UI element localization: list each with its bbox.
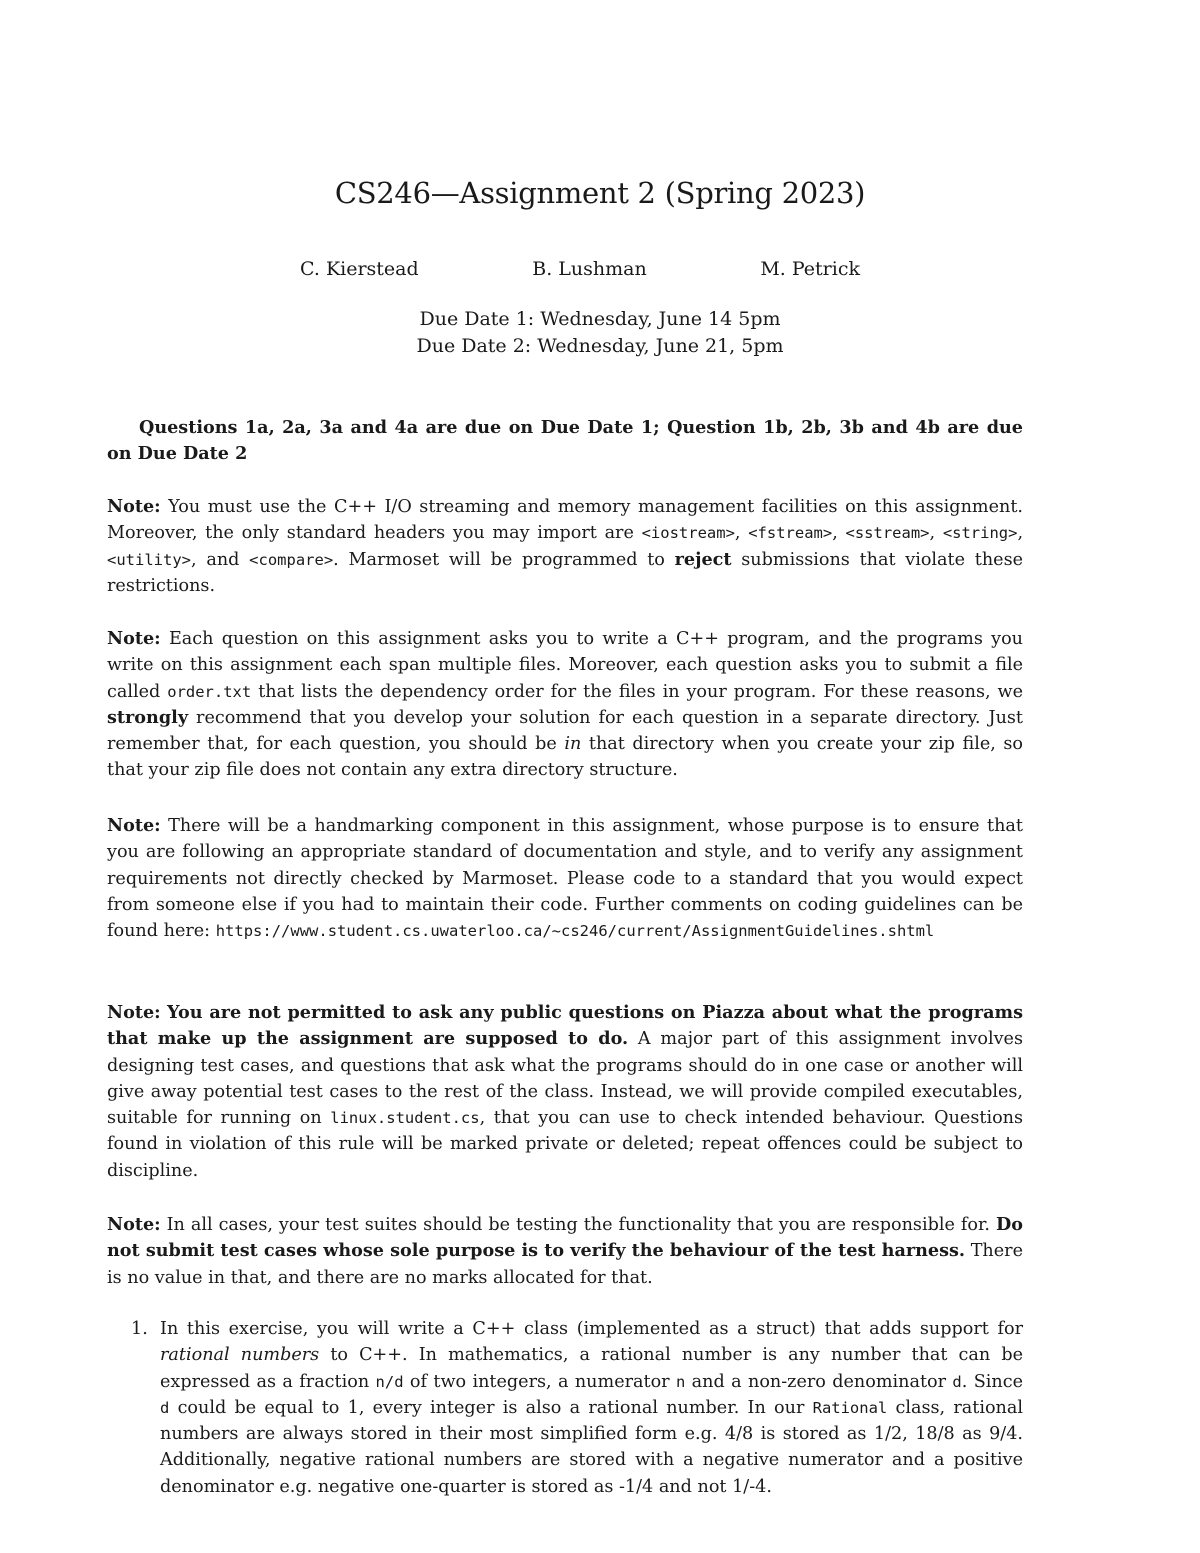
note-label: Note: xyxy=(107,815,161,836)
note-label: Note: xyxy=(107,628,161,649)
question-number: 1. xyxy=(131,1319,148,1339)
note-label: Note: xyxy=(107,496,161,517)
note-test-suites: Note: In all cases, your test suites should be testing the functionality that you are responsible for. Do not submit test cases whose sole purpose is to verify the behaviour of the test harness. There is no value in that, and there are no marks allocated for that. xyxy=(107,1214,1023,1288)
note-multiple-files: Note: Each question on this assignment asks you to write a C++ program, and the programs you write on this assignment each span multiple files. Moreover, each question asks you to submit a file called order.txt that lists the dependency order for the files in your program. For these reasons, we strongly recommend that you develop your solution for each question in a separate directory. Just remember that, for each question, you should be in that directory when you create your zip file, so that your zip file does not contain any extra directory structure. xyxy=(107,628,1024,781)
question-1-body: In this exercise, you will write a C++ class (implemented as a struct) that adds support for rational numbers to C++. In mathematics, a rational number is any number that can be expressed as a fraction n/d of two integers, a numerator n and a non-zero denominator d. Since d could be equal to 1, every integer is also a rational number. In our Rational class, rational numbers are always stored in their most simplified form e.g. 4/8 is stored as 1/2, 18/8 as 9/4. Additionally, negative rational numbers are stored with a negative numerator and a positive denominator e.g. negative one-quarter is stored as -1/4 and not 1/-4. xyxy=(160,1319,1024,1497)
guidelines-link[interactable]: https://www.student.cs.uwaterloo.ca/~cs246/current/AssignmentGuidelines.shtml xyxy=(215,922,935,941)
due-date-2: Due Date 2: Wednesday, June 21, 5pm xyxy=(416,335,784,357)
note-piazza: Note: You are not permitted to ask any public questions on Piazza about what the programs that make up the assignment are supposed to do. A major part of this assignment involves designing test cases, and questions that ask what the programs should do in one case or another will give away potential test cases to the rest of the class. Instead, we will provide compiled executables, suitable for running on linux.student.cs, that you can use to check intended behaviour. Questions found in violation of this rule will be marked private or deleted; repeat offences could be subject to discipline. xyxy=(107,1002,1024,1181)
due-dates xyxy=(0,306,1200,360)
author-petrick: M. Petrick xyxy=(760,258,860,280)
questions-due-notice: Questions 1a, 2a, 3a and 4a are due on Due Date 1; Question 1b, 2b, 3b and 4b are due on Due Date 2 xyxy=(107,417,1023,465)
authors xyxy=(300,258,860,280)
note-handmarking: Note: There will be a handmarking component in this assignment, whose purpose is to ensure that you are following an appropriate standard of documentation and style, and to verify any assignment requirements not directly checked by Marmoset. Please code to a standard that you would expect from someone else if you had to maintain their code. Further comments on coding guidelines can be found here: https://www.student.cs.uwaterloo.ca/~cs246/current/AssignmentGuidelines.shtml xyxy=(107,815,1023,942)
due-date-1: Due Date 1: Wednesday, June 14 5pm xyxy=(419,308,781,330)
question-1 xyxy=(131,1316,1023,1500)
note-headers: Note: You must use the C++ I/O streaming and memory management facilities on this assignment. Moreover, the only standard headers you may import are <iostream>, <fstream>, <sstream>, <string>, <utility>, and <compare>. Marmoset will be programmed to reject submissions that violate these restrictions. xyxy=(107,496,1024,596)
page-title: CS246—Assignment 2 (Spring 2023) xyxy=(334,176,866,210)
note-label: Note: xyxy=(107,1002,161,1023)
author-kierstead: C. Kierstead xyxy=(300,258,419,280)
author-lushman: B. Lushman xyxy=(532,258,647,280)
note-label: Note: xyxy=(107,1214,161,1235)
